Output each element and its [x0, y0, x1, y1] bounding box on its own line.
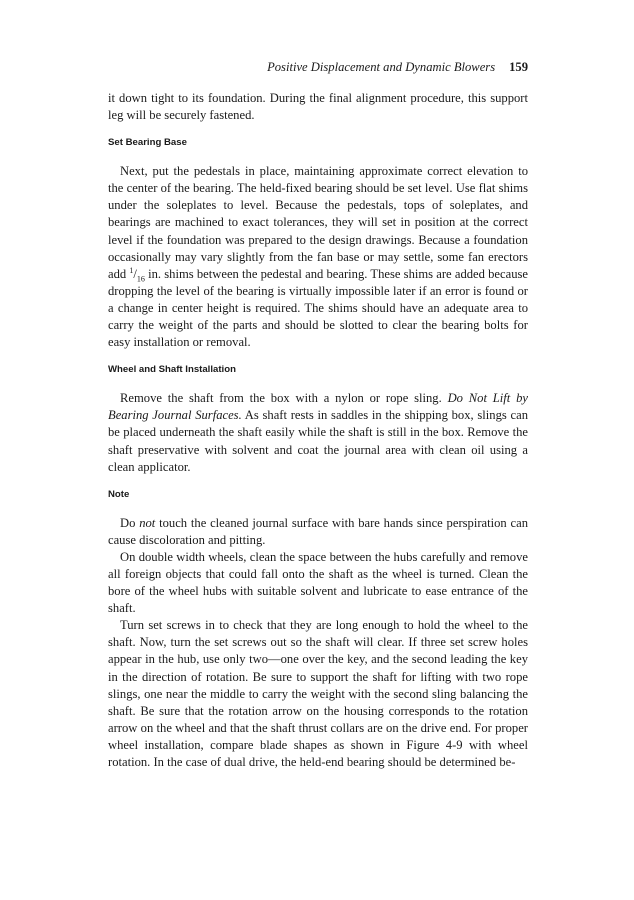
emphasis-not: not: [139, 515, 156, 530]
fraction-numerator: 1: [129, 265, 134, 275]
running-head-title: Positive Displacement and Dynamic Blowers: [267, 60, 496, 74]
paragraph-note: [108, 515, 528, 549]
paragraph-text: As shaft rests in saddles in the shipping box, slings can be placed underneath the shaft easily while the shaft is still in the box. Remove the shaft preservative with solvent and coat the journal area with clean oil using a clean applicator.: [108, 408, 528, 474]
paragraph-text: touch the cleaned journal surface with bare hands since perspiration can cause discoloration and pitting.: [108, 515, 528, 547]
book-page: [108, 56, 528, 771]
paragraph-set-bearing-base: [108, 163, 528, 351]
fraction-one-sixteenth: $^1/_{16}$: [129, 265, 145, 284]
page-number: 159: [509, 60, 528, 74]
paragraph-text: Do: [120, 515, 140, 530]
paragraph-text: Next, put the pedestals in place, maintaining approximate correct elevation to the center of the bearing. The held-fixed bearing should be set level. Use flat shims under the soleplates to level. Because the pedestals, tops of soleplates, and bearings are machined to exact tolerances, they will set in position at the correct level if the foundation was prepared to the design drawings. Because a foundation occasionally may vary slightly from the fan base or may settle, some fan erectors add: [108, 164, 528, 281]
paragraph-wheel-and-shaft: [108, 390, 528, 475]
heading-set-bearing-base: Set Bearing Base: [108, 137, 187, 149]
fraction-denominator: 16: [136, 274, 145, 284]
paragraph-double-width-wheels: On double width wheels, clean the space between the hubs carefully and remove all foreign objects that could fall onto the shaft as the wheel is turned. Clean the bore of the wheel hubs with suitable solvent and lubricate to ease entrance of the shaft.: [108, 549, 528, 616]
paragraph-set-screws: Turn set screws in to check that they are long enough to hold the wheel to the shaft. Now, turn the set screws out so the shaft will clear. If three set screw holes appear in the hub, use only two—one over the key, and the second leading the key in the direction of rotation. Be sure to support the shaft for lifting with two rope slings, one near the middle to carry the weight with the second sling balancing the shaft. Be sure that the rotation arrow on the housing corresponds to the rotation arrow on the wheel and that the shaft thrust collars are on the drive end. For proper wheel installation, compare blade shapes as shown in Figure 4-9 with wheel rotation. In the case of dual drive, the held-end bearing should be determined be-: [108, 618, 528, 769]
intro-paragraph: it down tight to its foundation. During the final alignment procedure, this support leg will be securely fastened.: [108, 91, 528, 123]
heading-wheel-and-shaft-installation: Wheel and Shaft Installation: [108, 364, 236, 376]
emphasis-warning: Do Not Lift by Bearing Journal Surfaces.: [108, 391, 528, 423]
paragraph-text: in. shims between the pedestal and bearing. These shims are added because dropping the level of the bearing is virtually impossible later if an error is found or a change in center height is required. The shims should have an adequate area to carry the weight of the parts and should be slotted to clear the bearing bolts for easy installation or removal.: [108, 266, 528, 350]
paragraph-text: Remove the shaft from the box with a nylon or rope sling.: [120, 391, 448, 406]
heading-note: Note: [108, 488, 130, 500]
running-head: [108, 56, 528, 78]
